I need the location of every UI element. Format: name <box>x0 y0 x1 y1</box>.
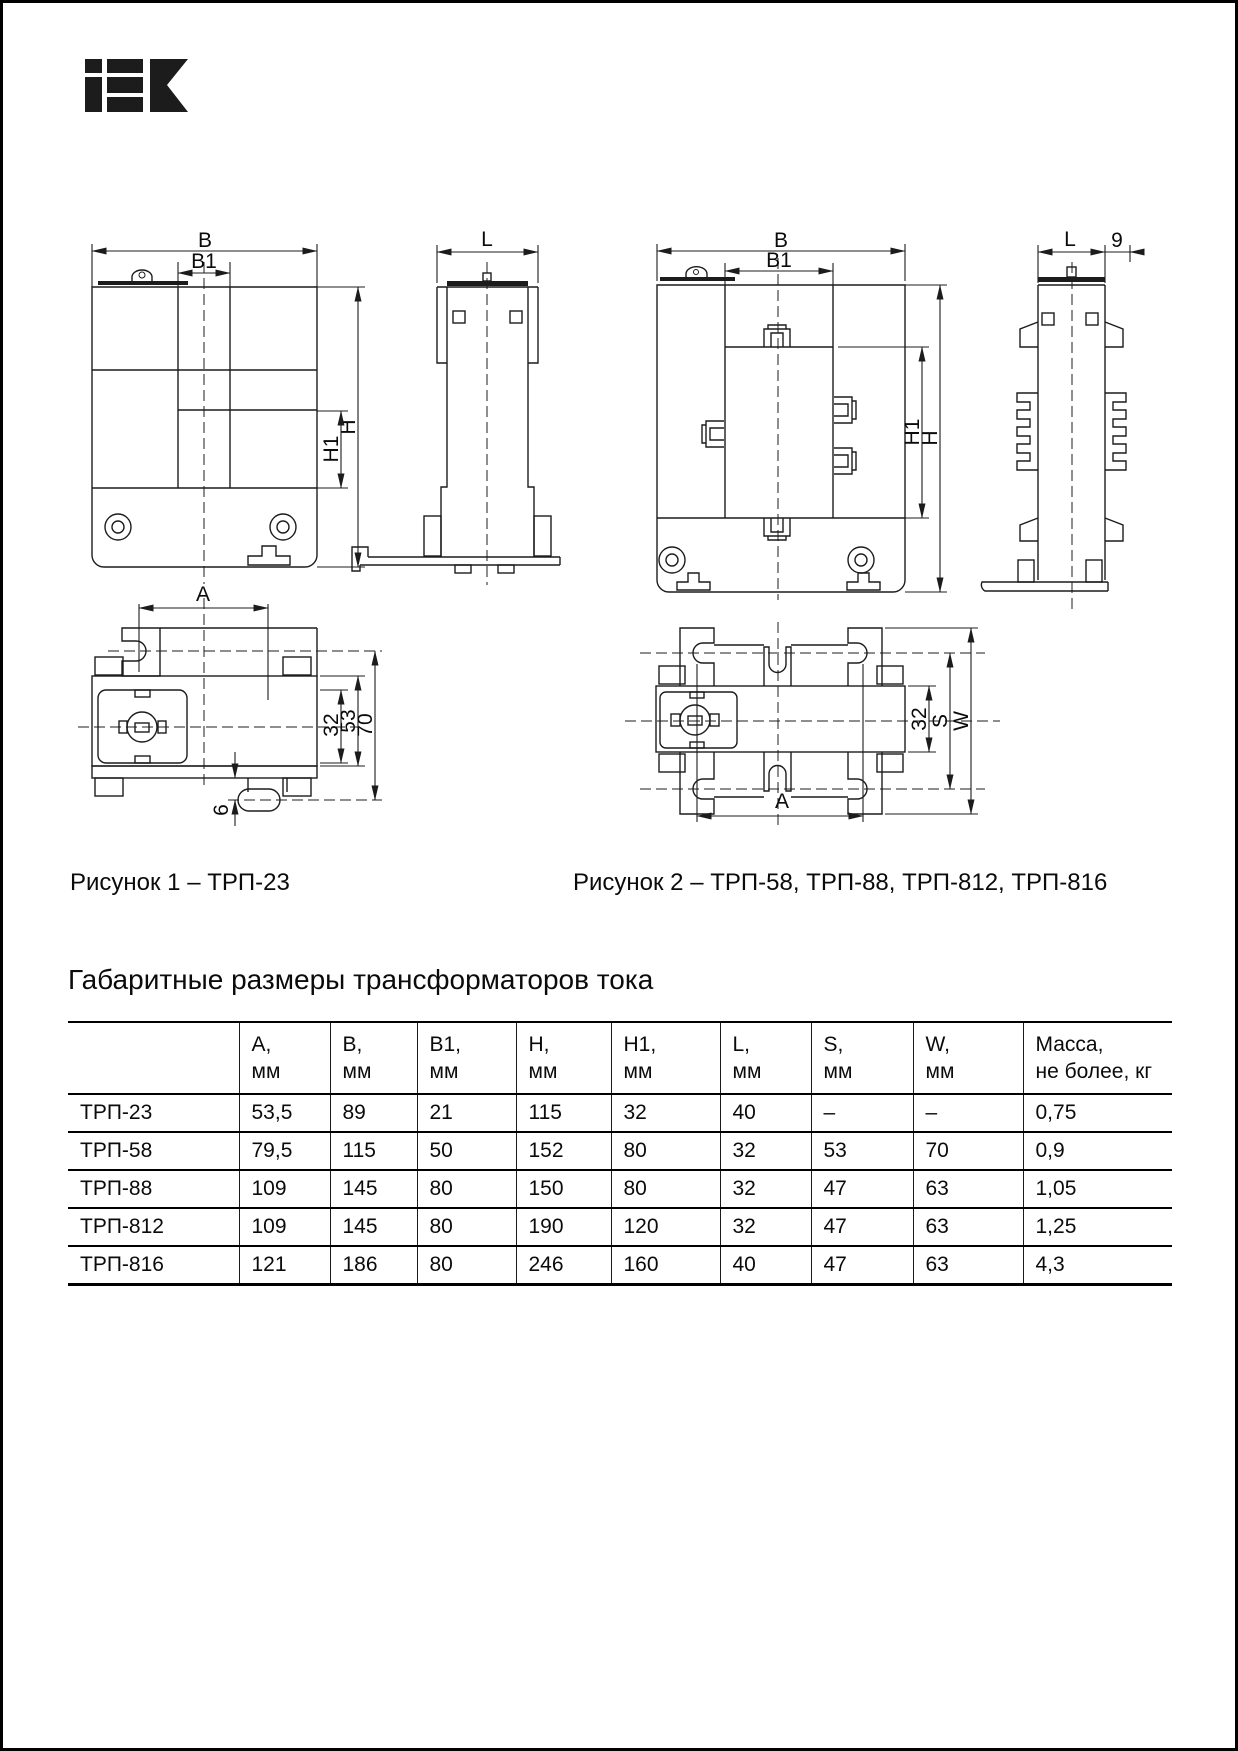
table-cell: 152 <box>516 1132 611 1170</box>
fig1-dim-label-H1: H1 <box>320 435 343 463</box>
column-header-mass: Масса, не более, кг <box>1023 1022 1172 1094</box>
fig2-dim-label-H1: H1 <box>901 418 924 446</box>
table-cell: 63 <box>913 1208 1023 1246</box>
fig2-dim-label-L: L <box>1064 228 1076 251</box>
table-cell: 120 <box>611 1208 720 1246</box>
table-cell: 115 <box>330 1132 417 1170</box>
fig1-dim-label-70: 70 <box>354 713 377 737</box>
table-cell: 4,3 <box>1023 1246 1172 1284</box>
table-cell: 121 <box>239 1246 330 1284</box>
table-cell: 80 <box>417 1170 516 1208</box>
figure2-front-dimensions <box>657 229 947 592</box>
figure2-front-view <box>657 229 947 600</box>
technical-drawings <box>0 190 1238 835</box>
table-cell: 190 <box>516 1208 611 1246</box>
table-cell: 53,5 <box>239 1094 330 1132</box>
fig2-dim-label-H: H <box>919 430 942 446</box>
figure1-bottom-view <box>78 583 382 826</box>
figure1-side-dimensions <box>437 228 538 283</box>
table-row <box>68 1208 1172 1246</box>
dimensions-table <box>68 1021 1172 1286</box>
fig2-dim-label-S: S <box>929 713 952 729</box>
table-cell: 145 <box>330 1208 417 1246</box>
table-cell: 70 <box>913 1132 1023 1170</box>
figure1-front-view <box>92 229 365 584</box>
table-cell: – <box>811 1094 913 1132</box>
table-cell: 0,9 <box>1023 1132 1172 1170</box>
table-row <box>68 1132 1172 1170</box>
table-cell: 1,05 <box>1023 1170 1172 1208</box>
figure1-side-view <box>352 228 560 585</box>
table-cell: 50 <box>417 1132 516 1170</box>
fig1-dim-label-53: 53 <box>337 709 360 733</box>
table-cell: 160 <box>611 1246 720 1284</box>
column-header-L: L, мм <box>720 1022 811 1094</box>
column-header-H: H, мм <box>516 1022 611 1094</box>
row-name: ТРП-812 <box>80 1215 164 1238</box>
figure2-side-dimensions <box>1038 228 1142 283</box>
row-name: ТРП-23 <box>80 1101 153 1124</box>
row-name: ТРП-816 <box>80 1252 164 1276</box>
column-header-W: W, мм <box>913 1022 1023 1094</box>
fig1-dim-label-A: A <box>195 583 211 606</box>
table-cell: 109 <box>239 1170 330 1208</box>
table-cell: 32 <box>720 1208 811 1246</box>
table-cell: 1,25 <box>1023 1208 1172 1246</box>
fig2-dim-label-B: B <box>773 229 789 252</box>
fig2-dim-label-9: 9 <box>1111 229 1123 252</box>
fig1-dim-label-6: 6 <box>210 804 233 816</box>
table-cell: 79,5 <box>239 1132 330 1170</box>
figure1-caption: Рисунок 1 – ТРП-23 <box>70 869 290 896</box>
table-cell: 80 <box>611 1132 720 1170</box>
table-cell: 40 <box>720 1094 811 1132</box>
fig2-dim-label-B1: B1 <box>766 249 792 272</box>
table-cell: 109 <box>239 1208 330 1246</box>
row-name: ТРП-88 <box>80 1177 153 1200</box>
table-cell: 145 <box>330 1170 417 1208</box>
row-name: ТРП-58 <box>80 1139 153 1162</box>
table-cell: 80 <box>417 1246 516 1284</box>
figure1-front-dimensions <box>92 229 365 567</box>
table-cell: 47 <box>811 1246 913 1284</box>
table-cell: 186 <box>330 1246 417 1284</box>
fig1-dim-label-B1: B1 <box>191 250 217 273</box>
column-header-A: A, мм <box>239 1022 330 1094</box>
figure2-bottom-view <box>625 622 1000 830</box>
table-row <box>68 1094 1172 1132</box>
table-cell: 40 <box>720 1246 811 1284</box>
column-header-B: B, мм <box>330 1022 417 1094</box>
fig2-dim-label-32: 32 <box>908 707 931 731</box>
table-cell: 63 <box>913 1246 1023 1284</box>
table-cell: 32 <box>720 1132 811 1170</box>
table-cell: 47 <box>811 1170 913 1208</box>
table-header-row <box>68 1022 1172 1094</box>
table-title: Габаритные размеры трансформаторов тока <box>68 964 654 995</box>
table-cell: 53 <box>811 1132 913 1170</box>
fig1-dim-label-H: H <box>337 419 360 435</box>
table-cell: 0,75 <box>1023 1094 1172 1132</box>
column-header-S: S, мм <box>811 1022 913 1094</box>
table-cell: 80 <box>611 1170 720 1208</box>
iek-logo-glyphs <box>85 59 188 112</box>
column-header-B1: B1, мм <box>417 1022 516 1094</box>
table-cell: 89 <box>330 1094 417 1132</box>
table-row <box>68 1170 1172 1208</box>
table-cell: 47 <box>811 1208 913 1246</box>
table-cell: 32 <box>611 1094 720 1132</box>
fig1-dim-label-L: L <box>481 228 493 251</box>
column-header-H1: H1, мм <box>611 1022 720 1094</box>
table-cell: 246 <box>516 1246 611 1284</box>
table-cell: 150 <box>516 1170 611 1208</box>
table-cell: 80 <box>417 1208 516 1246</box>
figure2-caption: Рисунок 2 – ТРП-58, ТРП-88, ТРП-812, ТРП-816 <box>573 869 1108 896</box>
table-cell: – <box>913 1094 1023 1132</box>
table-corner-cell <box>68 1022 239 1094</box>
table-cell: 32 <box>720 1170 811 1208</box>
table-cell: 63 <box>913 1170 1023 1208</box>
fig2-dim-label-W: W <box>950 711 973 731</box>
fig1-dim-label-32: 32 <box>320 713 343 737</box>
table-row <box>68 1246 1172 1284</box>
table-cell: 21 <box>417 1094 516 1132</box>
figure2-bottom-dimensions <box>697 628 978 822</box>
fig2-dim-label-A: A <box>774 790 790 813</box>
iek-logo <box>75 55 210 117</box>
fig1-dim-label-B: B <box>197 229 213 252</box>
table-cell: 115 <box>516 1094 611 1132</box>
figure2-side-view <box>981 228 1142 612</box>
